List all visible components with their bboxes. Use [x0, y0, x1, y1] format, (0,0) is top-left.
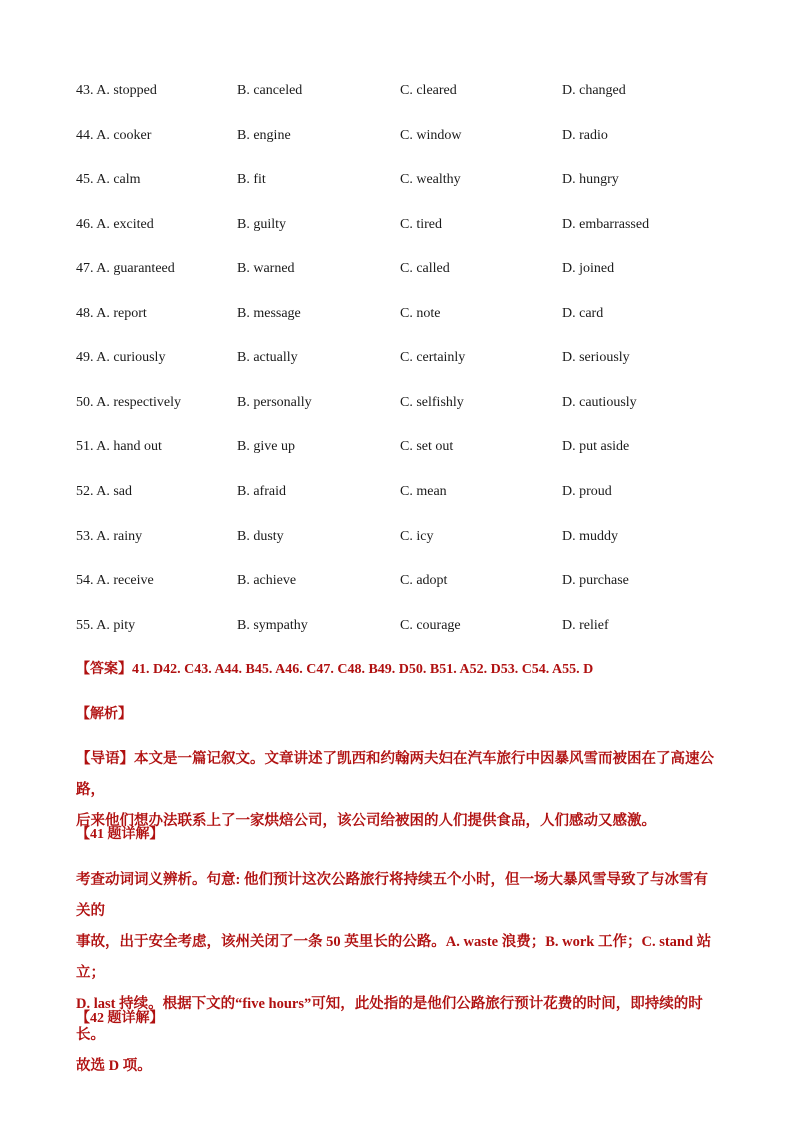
- q41-explanation: 考查动词词义辨析。句意: 他们预计这次公路旅行将持续五个小时，但一场大暴风雪导致了与冰雪有关的 事故，出于安全考虑，该州关闭了一条 50 英里长的公路。A. waste 浪费；B. work 工作；C. stand 站立； D. last 持续。根据下文的“five hours”可知，此处指的是他们公路旅行预计花费的时间，即持续的时长。 故选 D 项。: [76, 872, 712, 1074]
- option-b: B. sympathy: [237, 618, 308, 633]
- option-b: B. give up: [237, 439, 295, 454]
- option-a: 54. A. receive: [76, 573, 154, 588]
- option-b: B. afraid: [237, 484, 286, 499]
- option-a: 46. A. excited: [76, 217, 154, 232]
- option-a: 48. A. report: [76, 306, 147, 321]
- option-b: B. personally: [237, 395, 312, 410]
- option-b: B. fit: [237, 172, 266, 187]
- q41-heading: 【41 题详解】: [76, 827, 164, 842]
- question-row-55: [0, 616, 794, 636]
- option-b: B. warned: [237, 261, 295, 276]
- answer-text: 41. D42. C43. A44. B45. A46. C47. C48. B49. D50. B51. A52. D53. C54. A55. D: [132, 662, 594, 677]
- option-a: 43. A. stopped: [76, 83, 157, 98]
- option-d: D. radio: [562, 128, 608, 143]
- option-b: B. message: [237, 306, 301, 321]
- option-c: C. icy: [400, 529, 434, 544]
- option-c: C. called: [400, 261, 450, 276]
- question-row-52: [0, 482, 794, 502]
- option-d: D. proud: [562, 484, 612, 499]
- option-d: D. embarrassed: [562, 217, 650, 232]
- option-a: 44. A. cooker: [76, 128, 152, 143]
- question-row-43: [0, 81, 794, 101]
- question-row-48: [0, 304, 794, 324]
- question-row-47: [0, 259, 794, 279]
- option-c: C. wealthy: [400, 172, 461, 187]
- question-row-46: [0, 215, 794, 235]
- option-d: D. muddy: [562, 529, 618, 544]
- question-row-49: [0, 348, 794, 368]
- option-c: C. tired: [400, 217, 442, 232]
- guide-paragraph: 【导语】本文是一篇记叙文。文章讲述了凯西和约翰两夫妇在汽车旅行中因暴风雪而被困在了高速公路， 后来他们想办法联系上了一家烘焙公司，该公司给被困的人们提供食品，人们感动又感激。: [76, 751, 714, 829]
- analysis-heading: 【解析】: [76, 707, 132, 722]
- question-row-45: [0, 170, 794, 190]
- option-b: B. dusty: [237, 529, 284, 544]
- option-d: D. changed: [562, 83, 626, 98]
- option-c: C. certainly: [400, 350, 466, 365]
- option-a: 55. A. pity: [76, 618, 136, 633]
- option-c: C. set out: [400, 439, 454, 454]
- option-c: C. selfishly: [400, 395, 464, 410]
- option-b: B. actually: [237, 350, 298, 365]
- option-b: B. guilty: [237, 217, 287, 232]
- guide-label: 【导语】: [76, 751, 134, 767]
- option-a: 53. A. rainy: [76, 529, 143, 544]
- option-d: D. joined: [562, 261, 615, 276]
- option-a: 51. A. hand out: [76, 439, 162, 454]
- option-c: C. courage: [400, 618, 461, 633]
- option-c: C. note: [400, 306, 441, 321]
- option-c: C. mean: [400, 484, 447, 499]
- option-d: D. relief: [562, 618, 609, 633]
- option-a: 50. A. respectively: [76, 395, 181, 410]
- answer-key: [76, 659, 593, 681]
- option-a: 52. A. sad: [76, 484, 133, 499]
- option-d: D. seriously: [562, 350, 630, 365]
- q42-heading: 【42 题详解】: [76, 1011, 164, 1026]
- option-a: 49. A. curiously: [76, 350, 166, 365]
- option-d: D. purchase: [562, 573, 629, 588]
- option-d: D. card: [562, 306, 604, 321]
- question-row-51: [0, 437, 794, 457]
- option-b: B. achieve: [237, 573, 297, 588]
- option-b: B. canceled: [237, 83, 303, 98]
- option-d: D. cautiously: [562, 395, 637, 410]
- question-row-53: [0, 527, 794, 547]
- option-c: C. window: [400, 128, 462, 143]
- option-c: C. adopt: [400, 573, 448, 588]
- answer-label: 【答案】: [76, 662, 132, 677]
- option-d: D. hungry: [562, 172, 619, 187]
- option-a: 45. A. calm: [76, 172, 141, 187]
- question-row-54: [0, 571, 794, 591]
- option-d: D. put aside: [562, 439, 630, 454]
- option-c: C. cleared: [400, 83, 457, 98]
- question-row-50: [0, 393, 794, 413]
- option-a: 47. A. guaranteed: [76, 261, 175, 276]
- option-b: B. engine: [237, 128, 291, 143]
- question-row-44: [0, 126, 794, 146]
